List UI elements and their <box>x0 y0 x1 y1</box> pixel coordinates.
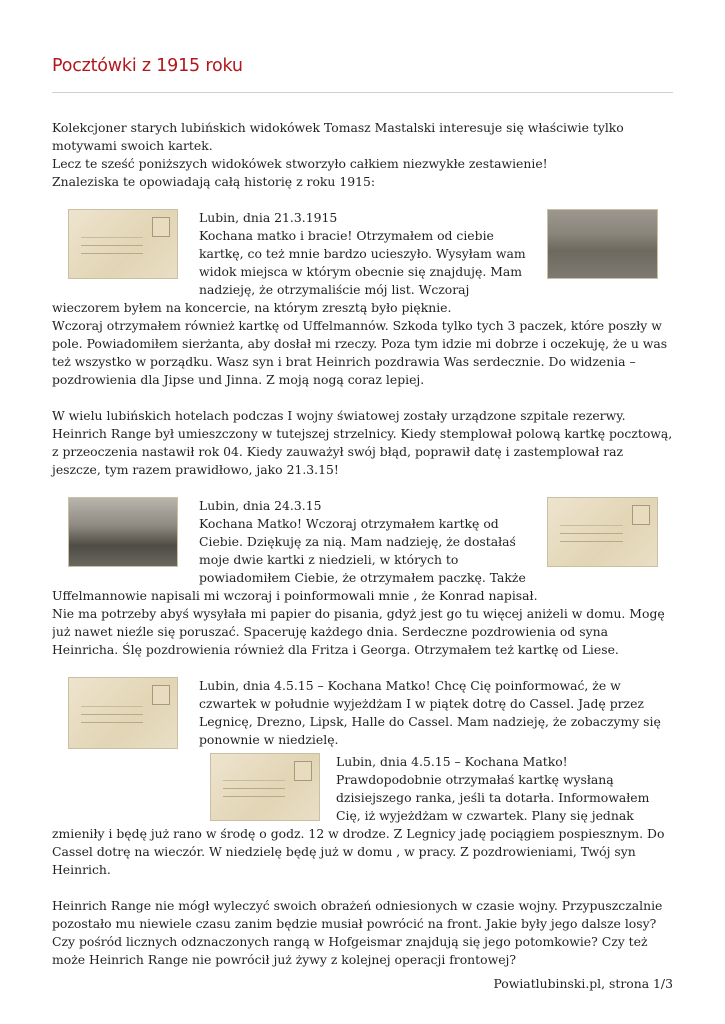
page-footer: Powiatlubinski.pl, strona 1/3 <box>493 976 673 991</box>
postcard-front-image <box>547 209 658 279</box>
postcard-date: Lubin, dnia 21.3.1915 <box>199 210 338 225</box>
title-divider <box>52 92 673 93</box>
postcard-back-image <box>68 209 178 279</box>
postcard-text-continued: Wczoraj otrzymałem również kartkę od Uffelmannów. Szkoda tylko tych 3 paczek, które poszły w pole. Powiadomiłem sierżanta, aby dosłał mi rzeczy. Poza tym idzie mi dobrze i oczekuję, że u was też wszystko w porządku. Wasz syn i brat Heinrich pozdrawia Was serdecznie. Do widzenia – pozdrowienia dla Jipse und Jinna. Z moją nogą coraz lepiej. <box>52 318 668 387</box>
postcard-date: Lubin, dnia 24.3.15 <box>199 498 322 513</box>
paragraph-hospitals: W wielu lubińskich hotelach podczas I wojny światowej zostały urządzone szpitale rezerwy. Heinrich Range był umieszczony w tutejszej strzelnicy. Kiedy stemplował polową kartkę pocztową, z przeoczenia nastawił rok 04. Kiedy zauważył swój błąd, poprawił datę i zastemplował raz jeszcze, tym razem prawidłowo, jako 21.3.15! <box>52 408 673 477</box>
postcard-front-image <box>68 497 178 567</box>
postcard-text: Lubin, dnia 4.5.15 – Kochana Matko! Chcę Cię poinformować, że w czwartek w południe wyjeżdżam I w piątek dotrę do Cassel. Jadę przez Legnicę, Drezno, Lipsk, Halle do Cassel. Mam nadzieję, że zobaczymy się ponownie w niedzielę. <box>199 678 661 747</box>
postcard-text: Kochana Matko! Wczoraj otrzymałem kartkę od Ciebie. Dziękuję za nią. Mam nadzieję, że dostałaś moje dwie kartki z niedzieli, w których to powiadomiłem Ciebie, że otrzymałem paczkę. Także Uffelmannowie napisali mi wczoraj i poinformowali mnie , że Konrad napisał. <box>52 516 538 603</box>
page-title: Pocztówki z 1915 roku <box>52 56 243 76</box>
postcard-text: Lubin, dnia 4.5.15 – Kochana Matko! Prawdopodobnie otrzymałaś kartkę wysłaną dzisiejszego ranka, jeśli ta dotarła. Informowałem Cię, iż wyjeżdżam w czwartek. Plany się jednak zmieniły i będę już rano w środę o godz. 12 w drodze. Z Legnicy jadę pociągiem pospiesznym. Do Cassel dotrę na wieczór. W niedzielę będę już w domu , w pracy. Z pozdrowieniami, Twój syn Heinrich. <box>52 754 665 877</box>
postcard-entry-1 <box>52 209 674 389</box>
postcard-back-image <box>210 753 320 821</box>
postcard-text-continued: Nie ma potrzeby abyś wysyłała mi papier do pisania, gdyż jest go tu więcej aniżeli w domu. Mogę już nawet nieźle się poruszać. Spaceruję każdego dnia. Serdeczne pozdrowienia od syna Heinricha. Ślę pozdrowienia również dla Fritza i Georga. Otrzymałem też kartkę od Liese. <box>52 606 665 657</box>
postcard-entry-4 <box>52 753 674 879</box>
postcard-back-image <box>68 677 178 749</box>
paragraph-closing: Heinrich Range nie mógł wyleczyć swoich obrażeń odniesionych w czasie wojny. Przypuszczalnie pozostało mu niewiele czasu zanim będzie musiał powrócić na front. Jakie były jego dalsze losy? Czy pośród licznych odznaczonych rangą w Hofgeismar znajdują się jego potomkowie? Czy też może Heinrich Range nie powrócił już żywy z kolejnej operacji frontowej? <box>52 898 663 967</box>
article-body <box>52 119 674 969</box>
intro-line: Znaleziska te opowiadają całą historię z roku 1915: <box>52 174 376 189</box>
intro-line: Lecz te sześć poniższych widokówek stworzyło całkiem niezwykłe zestawienie! <box>52 156 548 171</box>
postcard-text: Kochana matko i bracie! Otrzymałem od ciebie kartkę, co też mnie bardzo ucieszyło. Wysyłam wam widok miejsca w którym obecnie się znajduję. Mam nadzieję, że otrzymaliście mój list. Wczoraj wieczorem byłem na koncercie, na którym zresztą było pięknie. <box>52 228 526 315</box>
postcard-entry-2 <box>52 497 674 659</box>
postcard-back-image <box>547 497 658 567</box>
intro-line: Kolekcjoner starych lubińskich widokówek Tomasz Mastalski interesuje się właściwie tylko motywami swoich kartek. <box>52 120 624 153</box>
postcard-entry-3 <box>52 677 674 753</box>
